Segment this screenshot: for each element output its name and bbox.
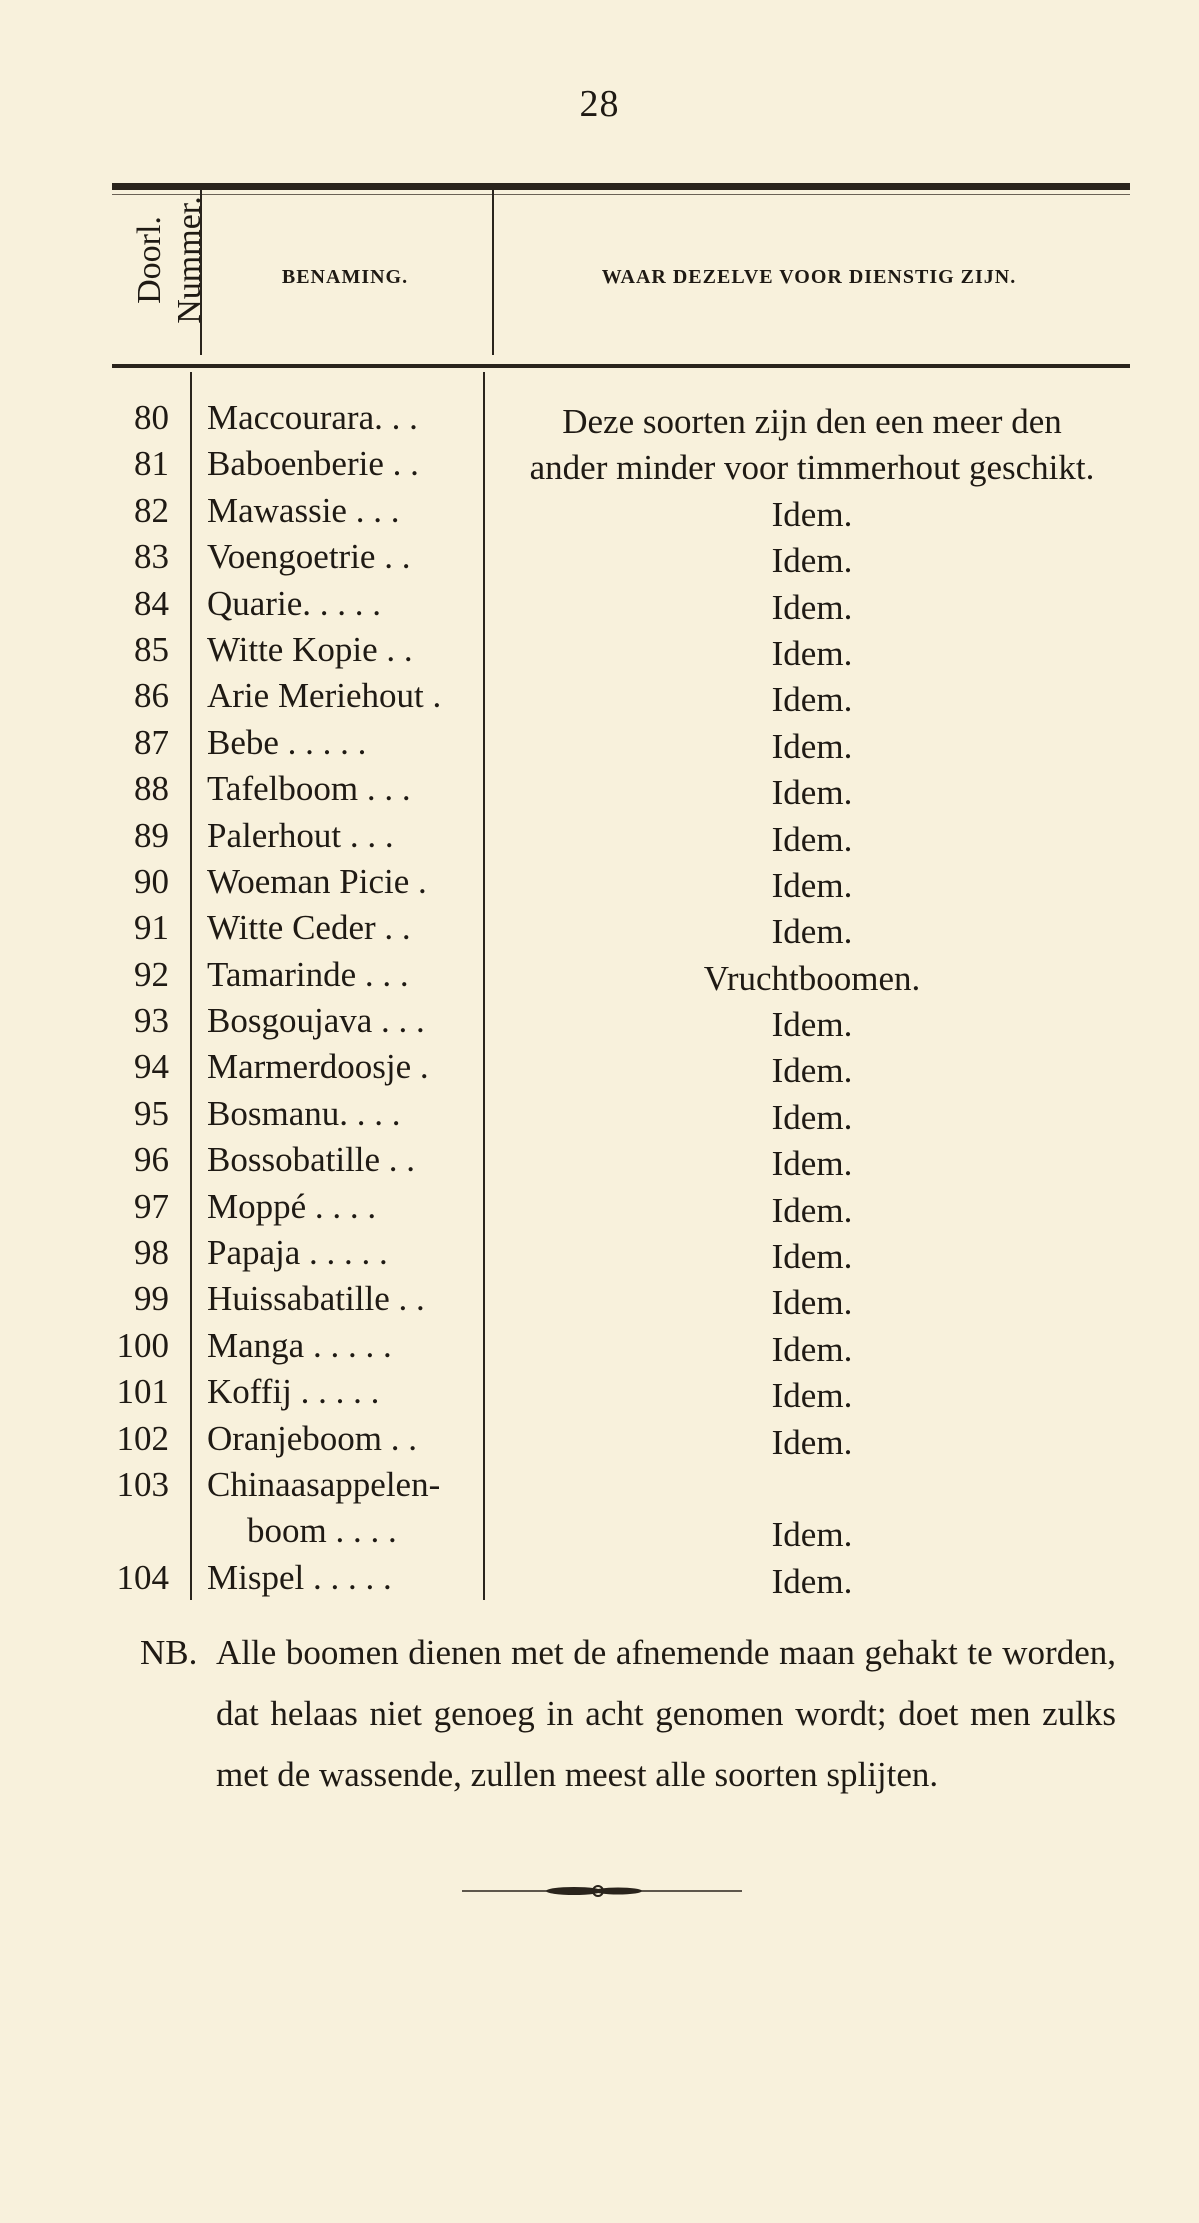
row-number: 92: [134, 954, 169, 994]
row-number: 81: [134, 444, 169, 484]
ornament-rule: [462, 1881, 742, 1901]
table-row: [0, 1419, 1199, 1465]
table-row: [0, 862, 1199, 908]
table-row: [0, 1511, 1199, 1557]
row-benaming: Woeman Picie .: [207, 861, 427, 901]
row-dienstig: Idem.: [771, 1097, 853, 1137]
row-number: 104: [116, 1557, 169, 1597]
table-row: [0, 1233, 1199, 1279]
row-benaming: Moppé . . . .: [207, 1186, 377, 1226]
row-number: 83: [134, 537, 169, 577]
table-row: [0, 398, 1199, 444]
row-number: 85: [134, 629, 169, 669]
table-row: [0, 676, 1199, 722]
table-row: [0, 584, 1199, 630]
row-number: 103: [116, 1464, 169, 1504]
header-benaming: BENAMING.: [281, 266, 409, 288]
table-row: [0, 491, 1199, 537]
table-row: [0, 537, 1199, 583]
row-dienstig: Idem.: [771, 1144, 853, 1184]
row-number: 94: [134, 1047, 169, 1087]
row-dienstig: Idem.: [771, 680, 853, 720]
header-bottom-rule: [112, 364, 1130, 368]
table-row: [0, 444, 1199, 490]
row-number: 99: [134, 1279, 169, 1319]
row-benaming: Oranjeboom . .: [207, 1418, 417, 1458]
row-benaming: Marmerdoosje .: [207, 1047, 429, 1087]
table-row: [0, 1279, 1199, 1325]
row-dienstig: Idem.: [771, 1561, 853, 1601]
row-dienstig: Idem.: [771, 541, 853, 581]
row-benaming: Bebe . . . . .: [207, 722, 367, 762]
row-dienstig: Idem.: [771, 1283, 853, 1323]
row-number: 89: [134, 815, 169, 855]
row-benaming: boom . . . .: [247, 1511, 397, 1551]
row-benaming: Witte Kopie . .: [207, 629, 413, 669]
row-dienstig: Idem.: [771, 1237, 853, 1277]
row-dienstig: Idem.: [771, 1051, 853, 1091]
row-benaming: Chinaasappelen-: [207, 1464, 441, 1504]
row-dienstig: Idem.: [771, 865, 853, 905]
row-number: 87: [134, 722, 169, 762]
row-benaming: Arie Meriehout .: [207, 676, 442, 716]
row-number: 95: [134, 1093, 169, 1133]
row-benaming: Huissabatille . .: [207, 1279, 425, 1319]
table-row: [0, 1047, 1199, 1093]
row-number: 88: [134, 769, 169, 809]
row-dienstig: Idem.: [771, 587, 853, 627]
table-row: [0, 723, 1199, 769]
table-row: [0, 769, 1199, 815]
row-benaming: Bossobatille . .: [207, 1140, 416, 1180]
table-row: [0, 816, 1199, 862]
row-benaming: Witte Ceder . .: [207, 908, 411, 948]
table-row: [0, 908, 1199, 954]
row-dienstig: Idem.: [771, 494, 853, 534]
top-rule-thin: [112, 194, 1130, 195]
row-benaming: Mawassie . . .: [207, 490, 400, 530]
row-number: 84: [134, 583, 169, 623]
row-benaming: Manga . . . . .: [207, 1325, 392, 1365]
row-dienstig: Idem.: [771, 1515, 853, 1555]
header-nummer: Nummer.: [171, 196, 208, 324]
row-benaming: Maccourara. . .: [207, 398, 418, 437]
row-number: 101: [116, 1372, 169, 1412]
row-number: 90: [134, 861, 169, 901]
row-dienstig: ander minder voor timmerhout geschikt.: [529, 448, 1095, 488]
table-row: [0, 955, 1199, 1001]
row-number: 102: [116, 1418, 169, 1458]
note-text: Alle boomen dienen met de afnemende maan gehakt te worden, dat helaas niet genoeg in acht genomen wordt; doet men zulks met de wassende, zullen meest alle soorten splijten.: [216, 1633, 1116, 1794]
table-row: [0, 1094, 1199, 1140]
row-benaming: Quarie. . . . .: [207, 583, 381, 623]
row-benaming: Mispel . . . . .: [207, 1557, 392, 1597]
row-dienstig: Idem.: [771, 819, 853, 859]
table-row: [0, 1187, 1199, 1233]
row-benaming: Palerhout . . .: [207, 815, 394, 855]
row-dienstig: Idem.: [771, 1005, 853, 1045]
table-row: [0, 1001, 1199, 1047]
header-doorl-nummer: [110, 180, 230, 340]
note-label: NB.: [140, 1633, 198, 1672]
row-benaming: Bosgoujava . . .: [207, 1001, 425, 1041]
header-doorl: Doorl.: [131, 216, 168, 304]
page-number: 28: [579, 83, 620, 125]
row-dienstig: Idem.: [771, 1190, 853, 1230]
table-body: [0, 398, 1199, 1604]
row-benaming: Baboenberie . .: [207, 444, 419, 484]
row-dienstig: Vruchtboomen.: [703, 958, 921, 998]
table-row: [0, 630, 1199, 676]
row-number: 100: [116, 1325, 169, 1365]
row-number: 97: [134, 1186, 169, 1226]
row-benaming: Koffij . . . . .: [207, 1372, 380, 1412]
row-number: 93: [134, 1001, 169, 1041]
top-rule: [112, 183, 1130, 190]
row-benaming: Tamarinde . . .: [207, 954, 409, 994]
row-number: 82: [134, 490, 169, 530]
row-number: 80: [134, 398, 169, 437]
table-row: [0, 1326, 1199, 1372]
row-dienstig: Idem.: [771, 773, 853, 813]
row-benaming: Tafelboom . . .: [207, 769, 411, 809]
header-waar: WAAR DEZELVE VOOR DIENSTIG ZIJN.: [601, 266, 1017, 288]
row-number: 91: [134, 908, 169, 948]
row-number: 86: [134, 676, 169, 716]
table-row: [0, 1140, 1199, 1186]
row-dienstig: Idem.: [771, 726, 853, 766]
row-benaming: Voengoetrie . .: [207, 537, 411, 577]
table-row: [0, 1465, 1199, 1511]
row-number: 98: [134, 1233, 169, 1273]
row-dienstig: Deze soorten zijn den een meer den: [562, 402, 1062, 441]
table-row: [0, 1372, 1199, 1418]
row-benaming: Papaja . . . . .: [207, 1233, 388, 1273]
row-dienstig: Idem.: [771, 1329, 853, 1369]
table-row: [0, 1558, 1199, 1604]
row-dienstig: Idem.: [771, 1376, 853, 1416]
row-dienstig: Idem.: [771, 912, 853, 952]
row-number: 96: [134, 1140, 169, 1180]
row-benaming: Bosmanu. . . .: [207, 1093, 401, 1133]
row-dienstig: Idem.: [771, 633, 853, 673]
row-dienstig: Idem.: [771, 1422, 853, 1462]
